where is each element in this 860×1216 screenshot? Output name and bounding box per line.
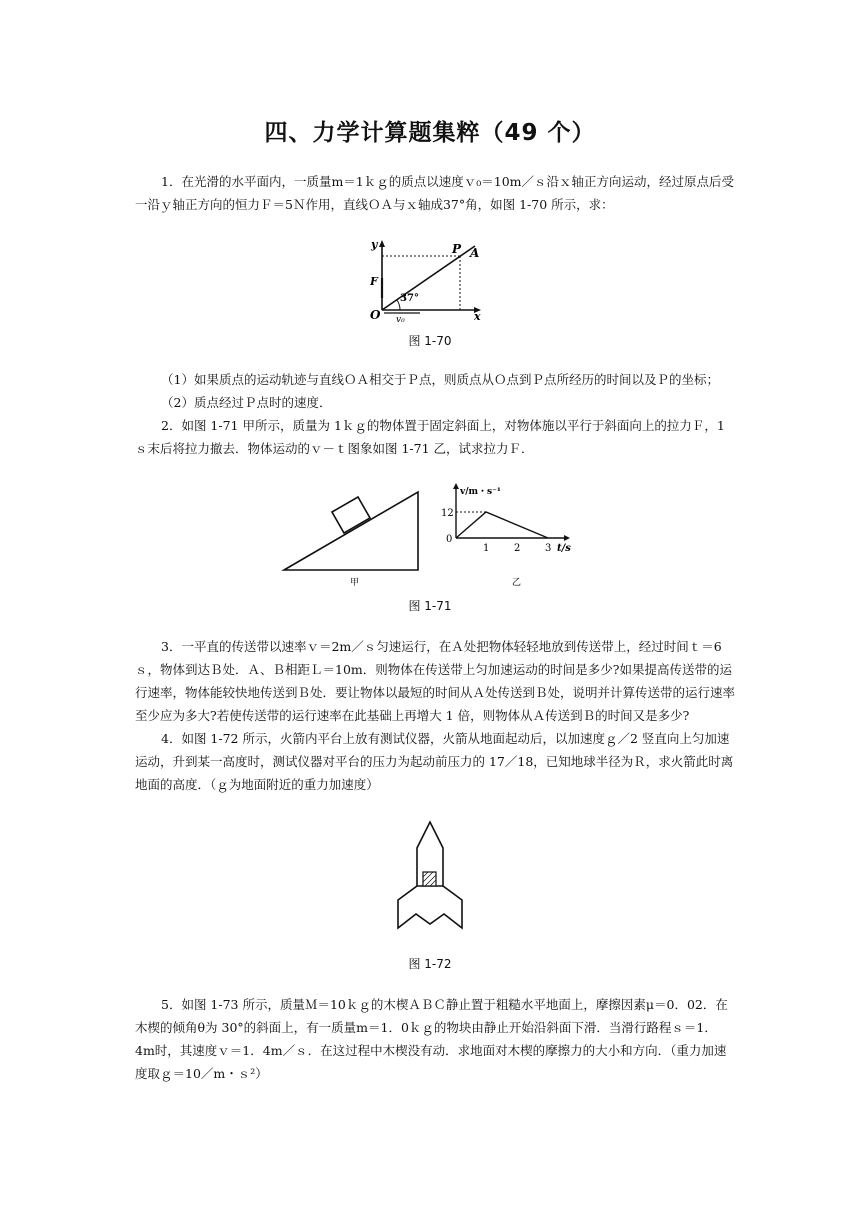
problem-1-sub2: （2）质点经过Ｐ点时的速度． bbox=[161, 395, 332, 410]
problem-3 bbox=[135, 635, 735, 796]
vt-ytick-12: 12 bbox=[441, 508, 454, 519]
vt-y-arrow bbox=[453, 483, 459, 489]
problem-1 bbox=[135, 170, 735, 216]
label-p: P bbox=[452, 242, 462, 256]
vt-axis-x-label: t/s bbox=[557, 543, 571, 554]
problem-4-text: 4．如图 1-72 所示，火箭内平台上放有测试仪器，火箭从地面起动后，以加速度ｇ／2 竖直向上匀加速运动，升到某一高度时，测试仪器对平台的压力为起动前压力的 17／18，已知地球半径为Ｒ，求火箭此时离地面的高度．（ｇ为地面附近的重力加速度） bbox=[135, 731, 734, 792]
vt-xtick-2: 2 bbox=[514, 543, 521, 554]
caption-1-70: 图 1-70 bbox=[408, 334, 452, 348]
label-jia: 甲 bbox=[350, 578, 360, 588]
problem-2-text: 2．如图 1-71 甲所示，质量为 1ｋｇ的物体置于固定斜面上，对物体施以平行于斜面向上的拉力Ｆ，1ｓ末后将拉力撤去．物体运动的ｖ－ｔ图象如图 1-71 乙，试求拉力Ｆ． bbox=[135, 418, 725, 456]
problem-5 bbox=[135, 993, 735, 1085]
label-v0: v₀ bbox=[396, 315, 405, 323]
problem-1-sub1: （1）如果质点的运动轨迹与直线ＯＡ相交于Ｐ点，则质点从Ｏ点到Ｐ点所经历的时间以及Ｐ的坐标； bbox=[161, 372, 719, 387]
vt-graph-line bbox=[456, 512, 548, 538]
vt-origin: 0 bbox=[446, 534, 453, 545]
problem-5-text: 5．如图 1-73 所示，质量Ｍ＝10ｋｇ的木楔ＡＢＣ静止置于粗糙水平地面上，摩擦因素μ＝0．02．在木楔的倾角θ为 30°的斜面上，有一质量m＝1．0ｋｇ的物块由静止开始沿斜面下滑．当滑行路程ｓ＝1．4m时，其速度ｖ＝1．4m／ｓ．在这过程中木楔没有动．求地面对木楔的摩擦力的大小和方向．（重力加速度取ｇ＝10／m・ｓ²） bbox=[135, 997, 728, 1081]
label-angle: 37° bbox=[400, 293, 419, 304]
figure-1-70 bbox=[370, 238, 490, 323]
label-yi: 乙 bbox=[512, 578, 522, 588]
label-y: y bbox=[371, 238, 378, 251]
problem-3-text: 3．一平直的传送带以速率ｖ＝2m／ｓ匀速运行，在Ａ处把物体轻轻地放到传送带上，经过时间ｔ＝6ｓ，物体到达Ｂ处．Ａ、Ｂ相距Ｌ＝10m．则物体在传送带上匀加速运动的时间是多少?如果提高传送带的运行速率，物体能较快地传送到Ｂ处．要让物体以最短的时间从Ａ处传送到Ｂ处，说明并计算传送带的运行速率至少应为多大?若使传送带的运行速率在此基础上再增大 1 倍，则物体从Ａ传送到Ｂ的时间又是多少? bbox=[135, 639, 736, 723]
problem-1-text: 1．在光滑的水平面内，一质量m＝1ｋｇ的质点以速度ｖ₀＝10m／ｓ沿ｘ轴正方向运动，经过原点后受一沿ｙ轴正方向的恒力Ｆ＝5Ｎ作用，直线ＯＡ与ｘ轴成37°角，如图 1-70 所示，求： bbox=[135, 174, 735, 212]
caption-1-72: 图 1-72 bbox=[408, 957, 452, 971]
label-o: O bbox=[370, 308, 381, 322]
label-a: A bbox=[470, 246, 480, 260]
vt-xtick-3: 3 bbox=[545, 543, 552, 554]
problem-2 bbox=[135, 414, 735, 460]
figure-1-72 bbox=[395, 820, 465, 932]
block-on-incline bbox=[332, 497, 370, 533]
vt-axis-y-label: v/m・s⁻¹ bbox=[460, 487, 501, 497]
vt-xtick-1: 1 bbox=[483, 543, 490, 554]
problem-1-subquestions bbox=[135, 368, 735, 414]
caption-1-71: 图 1-71 bbox=[408, 599, 452, 613]
y-axis-arrow bbox=[379, 240, 385, 247]
label-x: x bbox=[474, 310, 481, 323]
vt-x-arrow bbox=[564, 535, 570, 541]
page-title: 四、力学计算题集粹（49 个） bbox=[264, 120, 596, 146]
test-instrument bbox=[423, 872, 436, 886]
figure-1-71 bbox=[280, 478, 590, 590]
label-f: F bbox=[370, 275, 378, 288]
